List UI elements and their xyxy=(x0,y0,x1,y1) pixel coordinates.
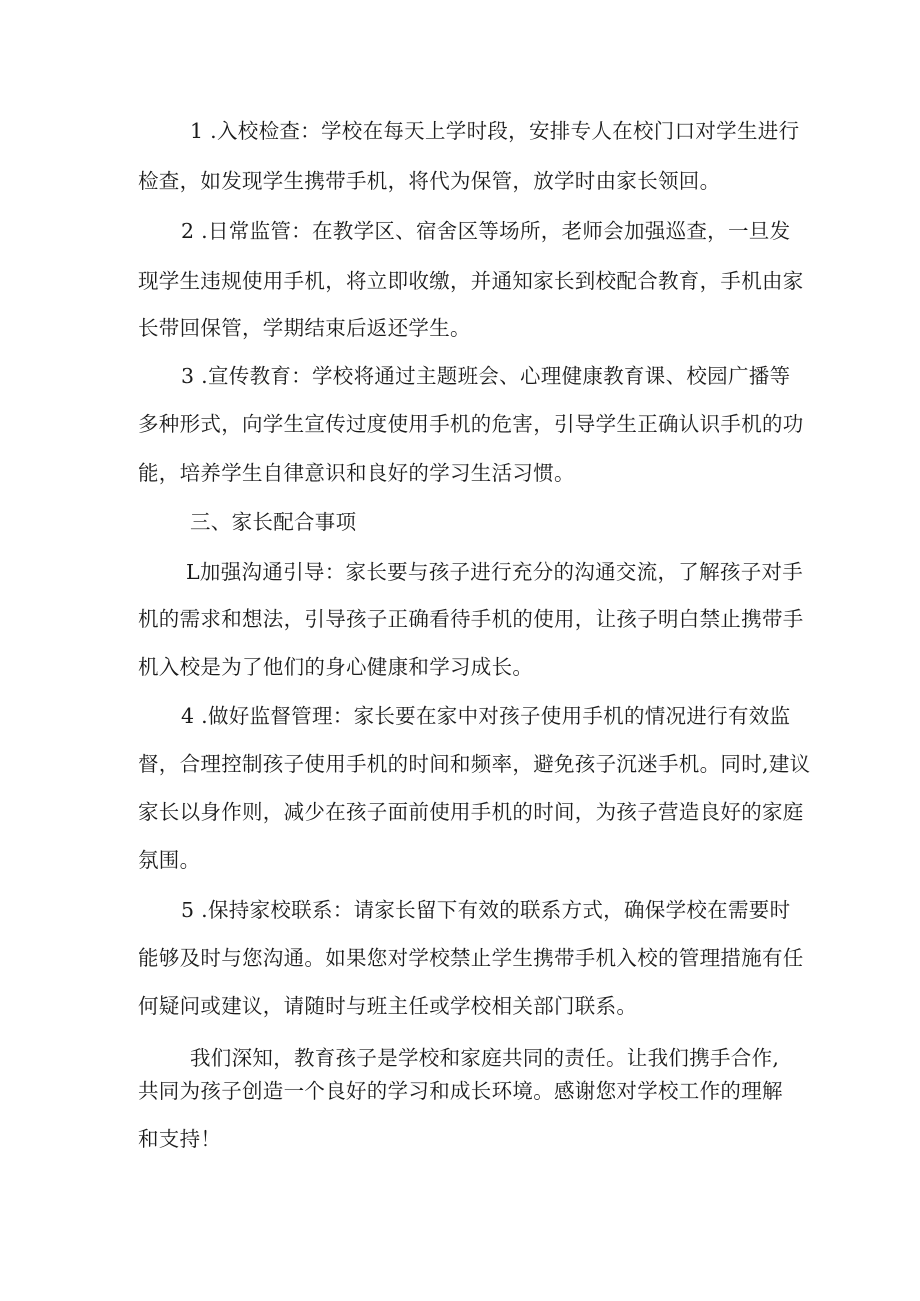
item-4-line-1: 4 .做好监督管理：家长要在家中对孩子使用手机的情况进行有效监 xyxy=(181,704,791,728)
item-5-line-1: 5 .保持家校联系：请家长留下有效的联系方式，确保学校在需要时 xyxy=(181,898,791,922)
item-3-line-1: 3 .宣传教育：学校将通过主题班会、心理健康教育课、校园广播等 xyxy=(181,364,791,388)
item-4-line-2: 督，合理控制孩子使用手机的时间和频率，避免孩子沉迷手机。同时,建议 xyxy=(138,752,811,776)
item-1-line-1: 1 .入校检查：学校在每天上学时段，安排专人在校门口对学生进行 xyxy=(190,119,800,143)
item-5-line-3: 何疑问或建议，请随时与班主任或学校相关部门联系。 xyxy=(138,994,638,1018)
item-4-line-4: 氛围。 xyxy=(138,848,201,872)
item-3-line-2: 多种形式，向学生宣传过度使用手机的危害，引导学生正确认识手机的功 xyxy=(138,412,804,436)
item-3-line-3: 能，培养学生自律意识和良好的学习生活习惯。 xyxy=(138,461,575,485)
closing-line-2: 共同为孩子创造一个良好的学习和成长环境。感谢您对学校工作的理解 xyxy=(138,1079,783,1103)
item-l-line-3: 机入校是为了他们的身心健康和学习成长。 xyxy=(138,655,534,679)
section-heading: 三、家长配合事项 xyxy=(190,510,357,534)
item-5-line-2: 能够及时与您沟通。如果您对学校禁止学生携带手机入校的管理措施有任 xyxy=(138,946,804,970)
item-2-line-2: 现学生违规使用手机，将立即收缴，并通知家长到校配合教育，手机由家 xyxy=(138,269,804,293)
item-2-line-1: 2 .日常监管：在教学区、宿舍区等场所，老师会加强巡查，一旦发 xyxy=(181,219,791,243)
closing-line-1: 我们深知，教育孩子是学校和家庭共同的责任。让我们携手合作, xyxy=(190,1046,780,1070)
item-4-line-3: 家长以身作则，减少在孩子面前使用手机的时间，为孩子营造良好的家庭 xyxy=(138,800,804,824)
item-2-line-3: 长带回保管，学期结束后返还学生。 xyxy=(138,316,471,340)
closing-line-3: 和支持！ xyxy=(138,1127,222,1151)
item-1-line-2: 检查，如发现学生携带手机，将代为保管，放学时由家长领回。 xyxy=(138,169,721,193)
item-l-line-2: 机的需求和想法，引导孩子正确看待手机的使用，让孩子明白禁止携带手 xyxy=(138,607,804,631)
item-l-line-1: L加强沟通引导：家长要与孩子进行充分的沟通交流，了解孩子对手 xyxy=(186,560,804,584)
